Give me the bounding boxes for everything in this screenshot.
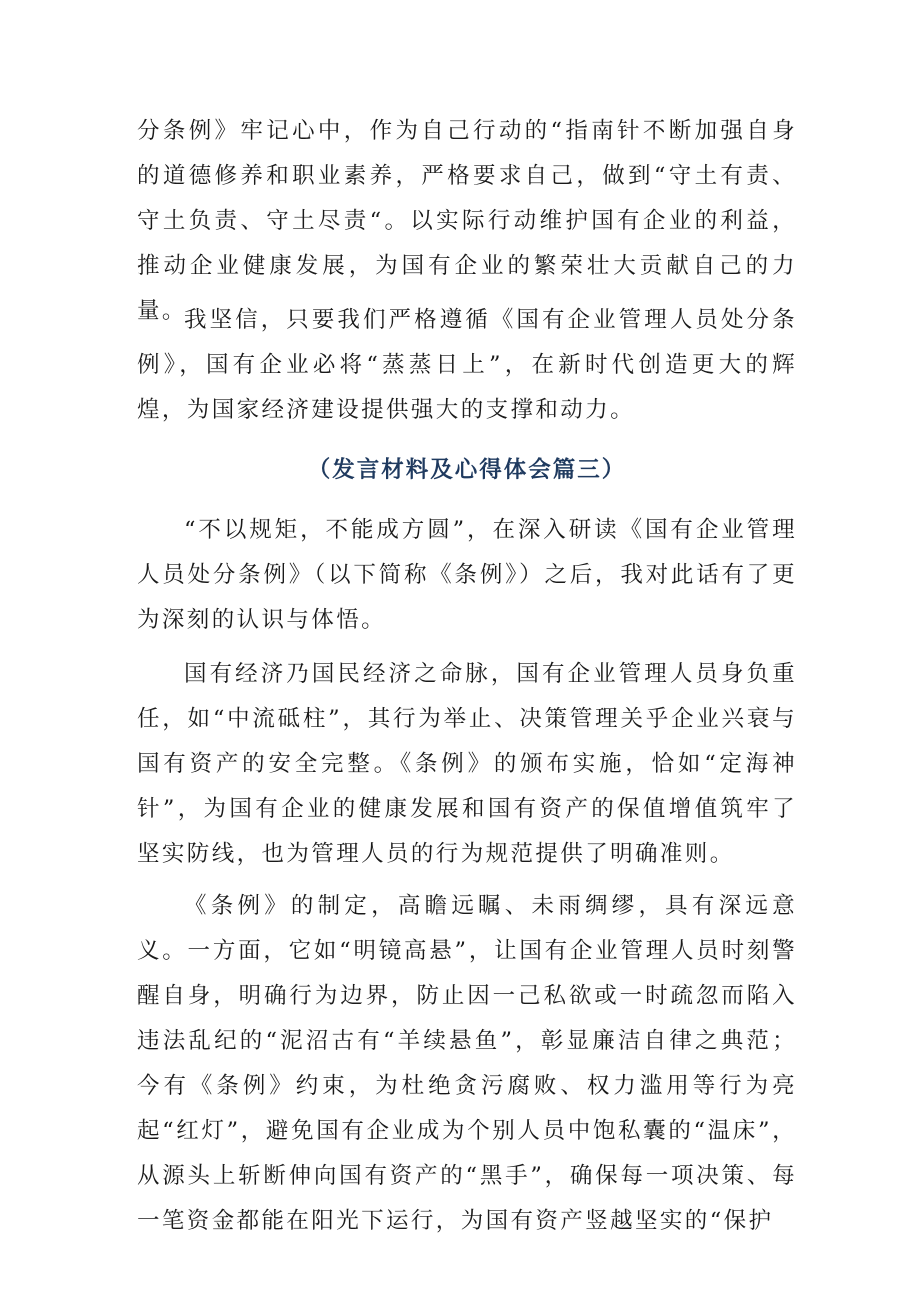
paragraph-1: 分条例》牢记心中，作为自己行动的“指南针不断加强自身的道德修养和职业素养，严格要求自己，做到“守土有责、守土负责、守土尽责“。以实际行动维护国有企业的利益，推动企业健康发展，为国有企业的繁荣壮大贡献自己的力量。 bbox=[137, 118, 797, 324]
paragraph-5: 《条例》的制定，高瞻远瞩、未雨绸缪，具有深远意义。一方面，它如“明镜高悬”，让国有企业管理人员时刻警醒自身，明确行为边界，防止因一己私欲或一时疏忽而陷入违法乱纪的“泥沼古有“羊续悬鱼”，彰显廉洁自律之典范；今有《条例》约束，为杜绝贪污腐败、权力滥用等行为亮起“红灯”，避免国有企业成为个别人员中饱私囊的“温床”，从源头上斩断伸向国有资产的“黑手”，确保每一项决策、每一笔资金都能在阳光下运行，为国有资产竖越坚实的“保护 bbox=[137, 893, 797, 1234]
paragraph-4: 国有经济乃国民经济之命脉，国有企业管理人员身负重任，如“中流砥柱”，其行为举止、决策管理关乎企业兴衰与国有资产的安全完整。《条例》的颁布实施，恰如“定海神针”，为国有企业的健康发展和国有资产的保值增值筑牢了坚实防线，也为管理人员的行为规范提供了明确准则。 bbox=[137, 661, 797, 867]
section-heading: （发言材料及心得体会篇三） bbox=[307, 457, 627, 483]
paragraph-3: “不以规矩，不能成方圆”，在深入研读《国有企业管理人员处分条例》（以下简称《条例》）之后，我对此话有了更为深刻的认识与体悟。 bbox=[137, 517, 797, 633]
paragraph-2: 我坚信，只要我们严格遵循《国有企业管理人员处分条例》，国有企业必将“蒸蒸日上”，在新时代创造更大的辉煌，为国家经济建设提供强大的支撑和动力。 bbox=[137, 307, 797, 423]
